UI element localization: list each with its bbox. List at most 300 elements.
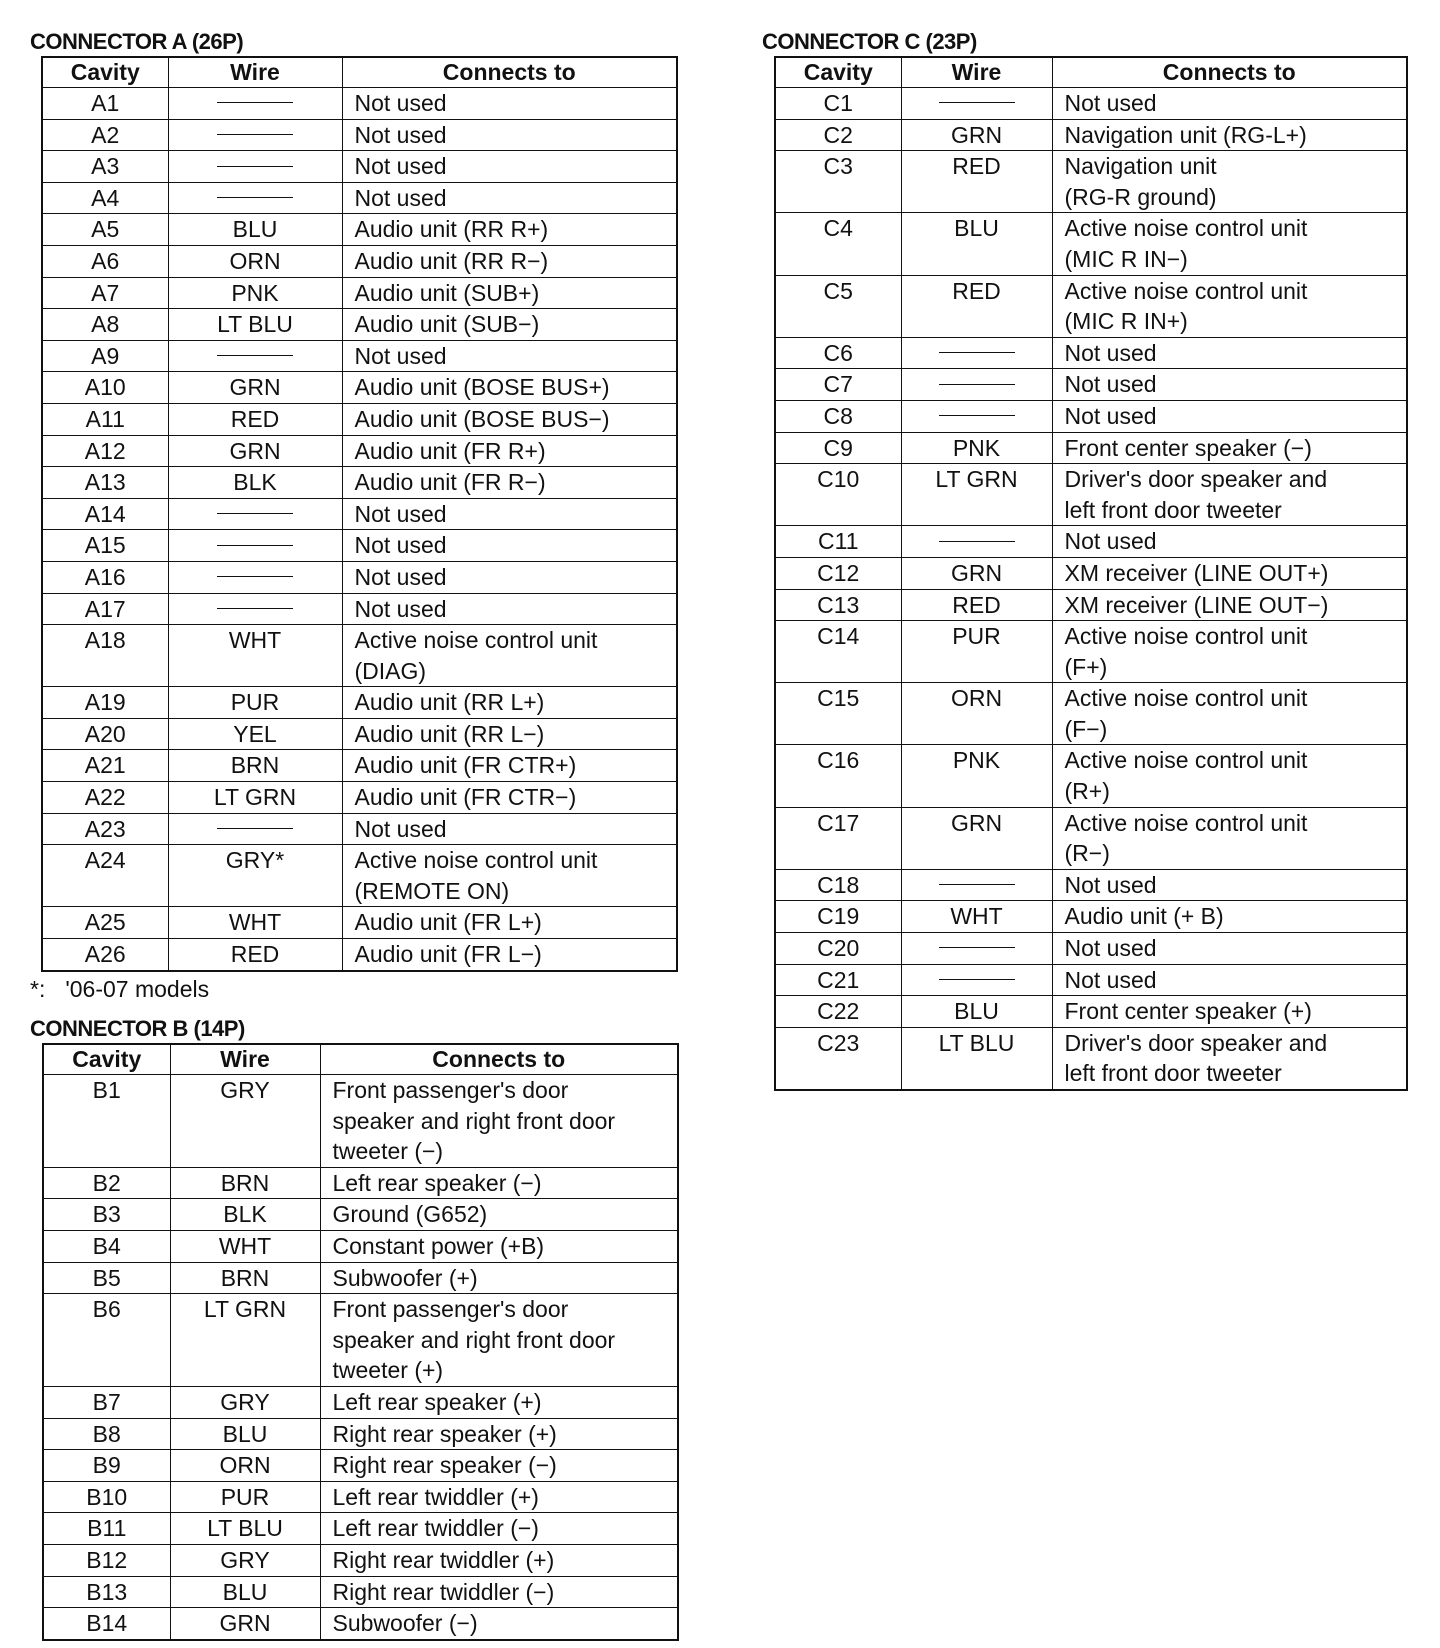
table-row — [43, 1513, 678, 1545]
connector-c-section — [762, 28, 1408, 1091]
connects-to-line: Left rear twiddler (−) — [332, 1515, 539, 1542]
connects-to-line: Audio unit (RR L−) — [354, 720, 545, 747]
table-row — [42, 182, 677, 214]
cavity-cell: A8 — [42, 309, 168, 341]
table-row — [775, 213, 1407, 275]
connects-to-cell — [342, 782, 677, 814]
cavity-cell: A20 — [42, 718, 168, 750]
connects-to-cell — [320, 1481, 678, 1513]
connects-to-line: Not used — [1064, 339, 1157, 366]
connects-to-cell — [342, 593, 677, 625]
connects-to-cell — [1052, 745, 1407, 807]
wire-color-cell: BLU — [168, 214, 342, 246]
cavity-cell: C13 — [775, 589, 901, 621]
wire-color-cell: GRN — [168, 435, 342, 467]
table-row — [42, 530, 677, 562]
connects-to-cell — [342, 245, 677, 277]
wire-color-cell: RED — [901, 589, 1052, 621]
wire-color-cell: GRN — [170, 1608, 320, 1640]
connects-to-cell — [320, 1418, 678, 1450]
table-row — [43, 1075, 678, 1168]
no-wire-dash — [939, 384, 1015, 385]
no-wire-dash — [217, 828, 293, 829]
table-row — [43, 1262, 678, 1294]
cavity-cell: A17 — [42, 593, 168, 625]
connects-to-line: Not used — [1064, 966, 1157, 993]
wire-color-cell: WHT — [170, 1230, 320, 1262]
cavity-cell: A25 — [42, 907, 168, 939]
cavity-cell: A9 — [42, 340, 168, 372]
connects-to-line: Active noise control unit — [1064, 809, 1308, 836]
connects-to-line: left front door tweeter — [1064, 1060, 1282, 1087]
connects-to-line: Left rear speaker (−) — [332, 1169, 542, 1196]
table-header-row — [43, 1044, 678, 1075]
wire-color-cell: BLU — [170, 1576, 320, 1608]
table-row — [42, 88, 677, 120]
cavity-cell: A19 — [42, 687, 168, 719]
wire-color-cell: BLU — [170, 1418, 320, 1450]
connects-to-line: (R−) — [1064, 840, 1110, 867]
connects-to-line: Not used — [354, 184, 447, 211]
connects-to-cell — [1052, 901, 1407, 933]
connects-to-cell — [342, 151, 677, 183]
table-row — [42, 498, 677, 530]
table-row — [42, 309, 677, 341]
table-row — [775, 557, 1407, 589]
connects-to-line: Navigation unit — [1064, 153, 1217, 180]
wire-color-cell: BRN — [170, 1262, 320, 1294]
wire-none-cell — [901, 526, 1052, 558]
cavity-cell: C19 — [775, 901, 901, 933]
wire-header: Wire — [170, 1044, 320, 1075]
wire-color-cell: GRN — [901, 119, 1052, 151]
connects-to-line: Not used — [1064, 371, 1157, 398]
cavity-cell: C10 — [775, 464, 901, 526]
connects-to-cell — [342, 561, 677, 593]
connects-to-cell — [342, 625, 677, 687]
connects-to-cell — [320, 1544, 678, 1576]
table-row — [775, 933, 1407, 965]
wire-color-cell: LT GRN — [168, 782, 342, 814]
connector-b-section — [30, 1015, 679, 1641]
connects-to-line: (F+) — [1064, 653, 1108, 680]
connects-to-line: Active noise control unit — [1064, 747, 1308, 774]
wire-color-cell: LT BLU — [170, 1513, 320, 1545]
table-row — [42, 782, 677, 814]
connects-to-cell — [320, 1576, 678, 1608]
table-row — [42, 907, 677, 939]
no-wire-dash — [217, 545, 293, 546]
cavity-cell: B2 — [43, 1167, 170, 1199]
connects-to-cell — [342, 718, 677, 750]
connects-to-cell — [1052, 151, 1407, 213]
connects-to-line: Front passenger's door — [332, 1296, 569, 1323]
connects-to-cell — [320, 1386, 678, 1418]
connects-to-line: Not used — [354, 500, 447, 527]
connects-to-line: tweeter (+) — [332, 1357, 444, 1384]
connects-to-line: Audio unit (SUB−) — [354, 311, 540, 338]
no-wire-dash — [217, 166, 293, 167]
table-row — [775, 869, 1407, 901]
connects-to-cell — [1052, 589, 1407, 621]
table-row — [43, 1608, 678, 1640]
table-row — [42, 403, 677, 435]
connects-to-cell — [342, 845, 677, 907]
no-wire-dash — [939, 947, 1015, 948]
connects-to-cell — [342, 214, 677, 246]
cavity-cell: A11 — [42, 403, 168, 435]
connects-to-line: Audio unit (FR R−) — [354, 469, 546, 496]
connects-to-line: Audio unit (BOSE BUS+) — [354, 374, 610, 401]
cavity-cell: C1 — [775, 88, 901, 120]
connects-to-cell — [1052, 964, 1407, 996]
table-row — [775, 400, 1407, 432]
no-wire-dash — [939, 541, 1015, 542]
table-row — [42, 372, 677, 404]
table-row — [42, 813, 677, 845]
no-wire-dash — [217, 513, 293, 514]
table-row — [775, 119, 1407, 151]
connects-to-cell — [320, 1608, 678, 1640]
wire-color-cell: RED — [901, 151, 1052, 213]
table-row — [43, 1481, 678, 1513]
connects-to-cell — [342, 119, 677, 151]
connects-to-cell — [342, 939, 677, 971]
wire-none-cell — [901, 369, 1052, 401]
table-row — [43, 1199, 678, 1231]
connects-to-line: Constant power (+B) — [332, 1232, 545, 1259]
connects-to-cell — [1052, 807, 1407, 869]
connector-a-table — [41, 56, 678, 972]
cavity-cell: C20 — [775, 933, 901, 965]
cavity-cell: A21 — [42, 750, 168, 782]
table-row — [43, 1450, 678, 1482]
wire-color-cell: BLU — [901, 213, 1052, 275]
connects-to-line: Active noise control unit — [1064, 215, 1308, 242]
cavity-cell: A1 — [42, 88, 168, 120]
table-row — [42, 561, 677, 593]
wire-color-cell: GRY — [170, 1075, 320, 1168]
connects-to-line: Active noise control unit — [1064, 685, 1308, 712]
table-row — [775, 432, 1407, 464]
connects-to-cell — [342, 498, 677, 530]
connects-to-line: Right rear speaker (+) — [332, 1420, 557, 1447]
cavity-cell: A24 — [42, 845, 168, 907]
wire-color-cell: RED — [168, 939, 342, 971]
no-wire-dash — [217, 134, 293, 135]
cavity-cell: B3 — [43, 1199, 170, 1231]
connects-to-line: Not used — [1064, 90, 1157, 116]
connects-to-header: Connects to — [342, 57, 677, 88]
no-wire-dash — [217, 102, 293, 103]
cavity-cell: A6 — [42, 245, 168, 277]
connects-to-line: Not used — [1064, 935, 1157, 962]
connects-to-line: (R+) — [1064, 778, 1110, 805]
connects-to-line: Not used — [1064, 528, 1157, 555]
table-row — [775, 1027, 1407, 1090]
wire-color-cell: PNK — [168, 277, 342, 309]
connects-to-cell — [320, 1294, 678, 1387]
connector-c-title: CONNECTOR C (23P) — [762, 29, 977, 54]
table-row — [42, 939, 677, 971]
table-row — [43, 1576, 678, 1608]
connects-to-cell — [1052, 369, 1407, 401]
table-row — [775, 621, 1407, 683]
connects-to-line: XM receiver (LINE OUT+) — [1064, 559, 1329, 586]
wire-color-cell: GRN — [901, 557, 1052, 589]
table-row — [42, 718, 677, 750]
connects-to-line: Active noise control unit — [1064, 277, 1308, 304]
cavity-cell: A7 — [42, 277, 168, 309]
connector-a-title: CONNECTOR A (26P) — [30, 29, 244, 54]
connects-to-cell — [1052, 683, 1407, 745]
connects-to-cell — [1052, 933, 1407, 965]
wire-color-cell: PNK — [901, 432, 1052, 464]
footnote-symbol: *: — [30, 975, 46, 1002]
wire-color-cell: GRY* — [168, 845, 342, 907]
connects-to-line: Right rear twiddler (+) — [332, 1546, 555, 1573]
wire-none-cell — [168, 561, 342, 593]
connects-to-cell — [342, 687, 677, 719]
cavity-cell: C22 — [775, 996, 901, 1028]
wire-header: Wire — [901, 57, 1052, 88]
cavity-cell: C9 — [775, 432, 901, 464]
connects-to-cell — [1052, 621, 1407, 683]
cavity-cell: A5 — [42, 214, 168, 246]
table-row — [775, 275, 1407, 337]
wire-color-cell: GRN — [168, 372, 342, 404]
connects-to-line: (RG-R ground) — [1064, 183, 1217, 210]
wire-color-cell: PNK — [901, 745, 1052, 807]
connects-to-line: Audio unit (FR L−) — [354, 941, 542, 968]
no-wire-dash — [939, 415, 1015, 416]
no-wire-dash — [939, 352, 1015, 353]
connects-to-line: Front center speaker (−) — [1064, 434, 1312, 461]
connector-b-table — [42, 1043, 679, 1641]
connects-to-header: Connects to — [320, 1044, 678, 1075]
connects-to-cell — [320, 1450, 678, 1482]
table-row — [775, 526, 1407, 558]
wire-none-cell — [168, 340, 342, 372]
connects-to-line: Not used — [354, 563, 447, 590]
no-wire-dash — [939, 884, 1015, 885]
cavity-header: Cavity — [43, 1044, 170, 1075]
connects-to-line: Audio unit (RR R−) — [354, 247, 549, 274]
wire-none-cell — [901, 869, 1052, 901]
connects-to-line: Driver's door speaker and — [1064, 466, 1328, 493]
table-row — [775, 745, 1407, 807]
cavity-cell: A14 — [42, 498, 168, 530]
table-row — [42, 593, 677, 625]
wire-color-cell: LT GRN — [901, 464, 1052, 526]
connects-to-line: Right rear speaker (−) — [332, 1452, 557, 1479]
connects-to-line: Not used — [354, 342, 447, 369]
table-row — [43, 1167, 678, 1199]
cavity-cell: B7 — [43, 1386, 170, 1418]
table-row — [42, 467, 677, 499]
wire-color-cell: WHT — [168, 625, 342, 687]
connects-to-line: (MIC R IN−) — [1064, 245, 1188, 272]
connects-to-cell — [1052, 213, 1407, 275]
wire-header: Wire — [168, 57, 342, 88]
connects-to-line: Active noise control unit — [354, 847, 598, 874]
connects-to-line: speaker and right front door — [332, 1107, 616, 1134]
wire-none-cell — [901, 337, 1052, 369]
table-row — [775, 88, 1407, 120]
cavity-header: Cavity — [775, 57, 901, 88]
cavity-cell: A2 — [42, 119, 168, 151]
wire-color-cell: LT GRN — [170, 1294, 320, 1387]
cavity-cell: A3 — [42, 151, 168, 183]
cavity-cell: B10 — [43, 1481, 170, 1513]
cavity-cell: B13 — [43, 1576, 170, 1608]
connects-to-line: Not used — [354, 121, 447, 148]
connects-to-line: Left rear twiddler (+) — [332, 1483, 539, 1510]
cavity-cell: C12 — [775, 557, 901, 589]
table-row — [43, 1230, 678, 1262]
wire-color-cell: ORN — [901, 683, 1052, 745]
connects-to-line: Left rear speaker (+) — [332, 1388, 542, 1415]
connects-to-cell — [342, 340, 677, 372]
wire-color-cell: BLK — [170, 1199, 320, 1231]
connects-to-line: Not used — [354, 595, 447, 622]
cavity-cell: C23 — [775, 1027, 901, 1090]
connects-to-line: Subwoofer (−) — [332, 1610, 478, 1637]
connects-to-cell — [1052, 119, 1407, 151]
no-wire-dash — [217, 576, 293, 577]
table-row — [775, 589, 1407, 621]
connector-c-table — [774, 56, 1408, 1091]
cavity-cell: C8 — [775, 400, 901, 432]
table-header-row — [42, 57, 677, 88]
connects-to-header: Connects to — [1052, 57, 1407, 88]
wire-color-cell: LT BLU — [168, 309, 342, 341]
connects-to-cell — [342, 309, 677, 341]
connects-to-line: Audio unit (RR L+) — [354, 689, 545, 716]
cavity-cell: C15 — [775, 683, 901, 745]
wire-color-cell: PUR — [170, 1481, 320, 1513]
connects-to-cell — [342, 907, 677, 939]
connects-to-line: Front center speaker (+) — [1064, 998, 1312, 1025]
table-row — [43, 1418, 678, 1450]
cavity-cell: A10 — [42, 372, 168, 404]
wire-color-cell: BRN — [168, 750, 342, 782]
connects-to-cell — [320, 1199, 678, 1231]
connects-to-cell — [320, 1262, 678, 1294]
cavity-cell: B14 — [43, 1608, 170, 1640]
wire-none-cell — [168, 593, 342, 625]
cavity-cell: C4 — [775, 213, 901, 275]
cavity-cell: A23 — [42, 813, 168, 845]
connects-to-line: Audio unit (FR R+) — [354, 437, 546, 464]
wire-color-cell: PUR — [901, 621, 1052, 683]
cavity-cell: A22 — [42, 782, 168, 814]
connects-to-cell — [320, 1075, 678, 1168]
footnote — [30, 974, 678, 1004]
table-row — [42, 151, 677, 183]
table-row — [42, 687, 677, 719]
connector-b-title: CONNECTOR B (14P) — [30, 1016, 245, 1041]
connects-to-line: tweeter (−) — [332, 1138, 444, 1165]
wire-color-cell: BLU — [901, 996, 1052, 1028]
no-wire-dash — [939, 979, 1015, 980]
connects-to-cell — [320, 1167, 678, 1199]
table-row — [775, 964, 1407, 996]
cavity-cell: A13 — [42, 467, 168, 499]
connects-to-cell — [320, 1230, 678, 1262]
connects-to-cell — [1052, 526, 1407, 558]
connects-to-cell — [342, 277, 677, 309]
connects-to-line: Active noise control unit — [1064, 623, 1308, 650]
wire-color-cell: RED — [168, 403, 342, 435]
wire-color-cell: PUR — [168, 687, 342, 719]
cavity-cell: C5 — [775, 275, 901, 337]
cavity-cell: A18 — [42, 625, 168, 687]
connects-to-line: Not used — [1064, 402, 1157, 429]
table-row — [775, 464, 1407, 526]
connects-to-cell — [342, 530, 677, 562]
cavity-cell: A4 — [42, 182, 168, 214]
connects-to-cell — [1052, 432, 1407, 464]
connects-to-cell — [342, 813, 677, 845]
connects-to-line: Audio unit (+ B) — [1064, 903, 1224, 930]
wire-none-cell — [168, 530, 342, 562]
cavity-cell: C16 — [775, 745, 901, 807]
table-row — [775, 901, 1407, 933]
cavity-cell: C17 — [775, 807, 901, 869]
connects-to-line: XM receiver (LINE OUT−) — [1064, 591, 1329, 618]
connects-to-cell — [1052, 337, 1407, 369]
cavity-cell: B11 — [43, 1513, 170, 1545]
connects-to-line: (F−) — [1064, 715, 1108, 742]
connects-to-cell — [342, 435, 677, 467]
cavity-cell: A15 — [42, 530, 168, 562]
table-row — [42, 435, 677, 467]
no-wire-dash — [217, 197, 293, 198]
connects-to-cell — [342, 372, 677, 404]
cavity-cell: C14 — [775, 621, 901, 683]
connects-to-line: (DIAG) — [354, 657, 427, 684]
wire-color-cell: RED — [901, 275, 1052, 337]
connects-to-cell — [342, 182, 677, 214]
wire-color-cell: GRY — [170, 1544, 320, 1576]
connects-to-line: speaker and right front door — [332, 1326, 616, 1353]
table-row — [43, 1294, 678, 1387]
cavity-cell: B4 — [43, 1230, 170, 1262]
connects-to-line: Right rear twiddler (−) — [332, 1578, 555, 1605]
wire-color-cell: YEL — [168, 718, 342, 750]
table-row — [42, 625, 677, 687]
table-row — [775, 151, 1407, 213]
cavity-cell: C6 — [775, 337, 901, 369]
wire-none-cell — [168, 498, 342, 530]
wire-color-cell: GRY — [170, 1386, 320, 1418]
table-row — [42, 245, 677, 277]
table-row — [42, 119, 677, 151]
cavity-cell: B5 — [43, 1262, 170, 1294]
wire-none-cell — [168, 119, 342, 151]
connects-to-line: Audio unit (RR R+) — [354, 216, 549, 243]
wire-none-cell — [168, 813, 342, 845]
cavity-cell: B9 — [43, 1450, 170, 1482]
connects-to-cell — [1052, 557, 1407, 589]
wire-color-cell: GRN — [901, 807, 1052, 869]
connects-to-cell — [342, 88, 677, 120]
table-row — [42, 750, 677, 782]
table-row — [775, 369, 1407, 401]
connects-to-line: (MIC R IN+) — [1064, 308, 1188, 335]
cavity-cell: B6 — [43, 1294, 170, 1387]
